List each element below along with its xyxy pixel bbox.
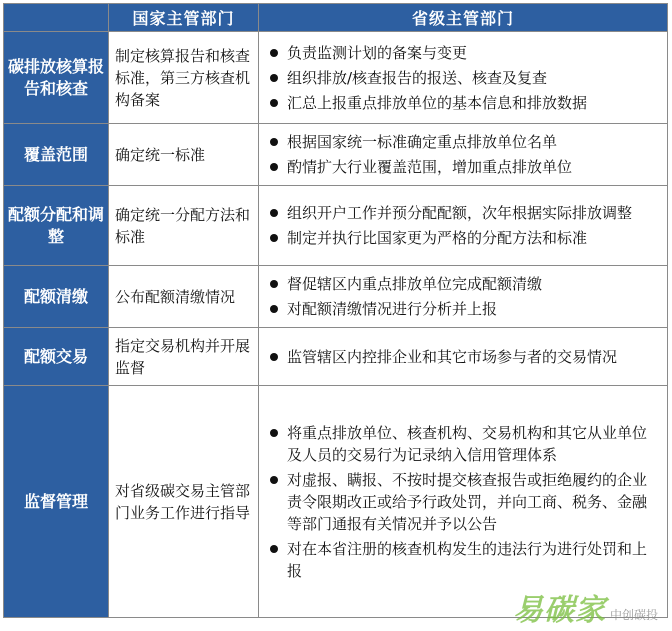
table-row	[4, 32, 668, 124]
duty-text: 对虚报、瞒报、不按时提交核查报告或拒绝履约的企业责令限期改正或给予行政处罚，并向工商、税务、金融等部门通报有关情况并予以公告	[287, 470, 648, 533]
row-topic: 配额清缴	[4, 266, 109, 328]
watermark-logo: 易碳家	[512, 593, 606, 628]
bullet-icon	[270, 280, 278, 288]
duty-item	[263, 42, 661, 64]
duty-item	[263, 67, 661, 89]
duty-text: 组织开户工作并预分配配额，次年根据实际排放调整	[287, 204, 633, 222]
duty-item	[263, 298, 661, 320]
duty-list	[263, 422, 661, 582]
duty-item	[263, 538, 661, 582]
table-body	[4, 32, 668, 618]
national-duty: 对省级碳交易主管部门业务工作进行指导	[109, 386, 259, 618]
duty-item	[263, 92, 661, 114]
bullet-icon	[270, 234, 278, 242]
provincial-duties	[259, 32, 668, 124]
duty-list	[263, 131, 661, 178]
table-row	[4, 266, 668, 328]
duty-text: 组织排放/核查报告的报送、核查及复查	[287, 68, 548, 87]
national-duty: 公布配额清缴情况	[109, 266, 259, 328]
national-duty: 制定核算报告和核查标准，第三方核查机构备案	[109, 32, 259, 124]
duty-text: 督促辖区内重点排放单位完成配额清缴	[287, 275, 543, 293]
duty-text: 制定并执行比国家更为严格的分配方法和标准	[287, 229, 588, 247]
duty-text: 监管辖区内控排企业和其它市场参与者的交易情况	[287, 347, 618, 366]
bullet-icon	[270, 138, 278, 146]
duty-list	[263, 346, 661, 368]
header-national: 国家主管部门	[109, 4, 259, 32]
duty-list	[263, 202, 661, 249]
duty-text: 将重点排放单位、核查机构、交易机构和其它从业单位及人员的交易行为记录纳入信用管理体系	[287, 423, 648, 464]
row-topic: 配额交易	[4, 328, 109, 386]
duty-text: 根据国家统一标准确定重点排放单位名单	[287, 133, 558, 151]
bullet-icon	[270, 353, 278, 361]
row-topic: 配额分配和调整	[4, 186, 109, 266]
bullet-icon	[270, 476, 278, 484]
bullet-icon	[270, 305, 278, 313]
duty-item	[263, 131, 661, 153]
table-row	[4, 186, 668, 266]
duty-item	[263, 156, 661, 178]
duty-item	[263, 346, 661, 368]
header-row	[4, 4, 668, 32]
duty-item	[263, 202, 661, 224]
duty-text: 对配额清缴情况进行分析并上报	[287, 300, 498, 318]
provincial-duties	[259, 124, 668, 186]
bullet-icon	[270, 209, 278, 217]
bullet-icon	[270, 163, 278, 171]
row-topic: 覆盖范围	[4, 124, 109, 186]
watermark-sub: 中创碳投	[609, 608, 658, 622]
duty-item	[263, 273, 661, 295]
provincial-duties	[259, 328, 668, 386]
duty-text: 汇总上报重点排放单位的基本信息和排放数据	[287, 93, 588, 112]
bullet-icon	[270, 429, 278, 437]
table-row	[4, 386, 668, 618]
duty-item	[263, 469, 661, 535]
responsibility-table	[3, 3, 668, 618]
provincial-duties	[259, 186, 668, 266]
national-duty: 确定统一分配方法和标准	[109, 186, 259, 266]
bullet-icon	[270, 74, 278, 82]
duty-item	[263, 422, 661, 466]
national-duty: 指定交易机构并开展监督	[109, 328, 259, 386]
provincial-duties	[259, 266, 668, 328]
bullet-icon	[270, 99, 278, 107]
duty-list	[263, 42, 661, 114]
provincial-duties	[259, 386, 668, 618]
bullet-icon	[270, 545, 278, 553]
table-row	[4, 124, 668, 186]
duty-text: 对在本省注册的核查机构发生的违法行为进行处罚和上报	[287, 539, 648, 580]
duty-item	[263, 227, 661, 249]
header-corner	[4, 4, 109, 32]
header-provincial: 省级主管部门	[259, 4, 668, 32]
duty-list	[263, 273, 661, 320]
duty-text: 负责监测计划的备案与变更	[287, 43, 468, 62]
duty-text: 酌情扩大行业覆盖范围，增加重点排放单位	[287, 158, 573, 176]
row-topic: 监督管理	[4, 386, 109, 618]
table-row	[4, 328, 668, 386]
bullet-icon	[270, 49, 278, 57]
row-topic: 碳排放核算报告和核查	[4, 32, 109, 124]
national-duty: 确定统一标准	[109, 124, 259, 186]
